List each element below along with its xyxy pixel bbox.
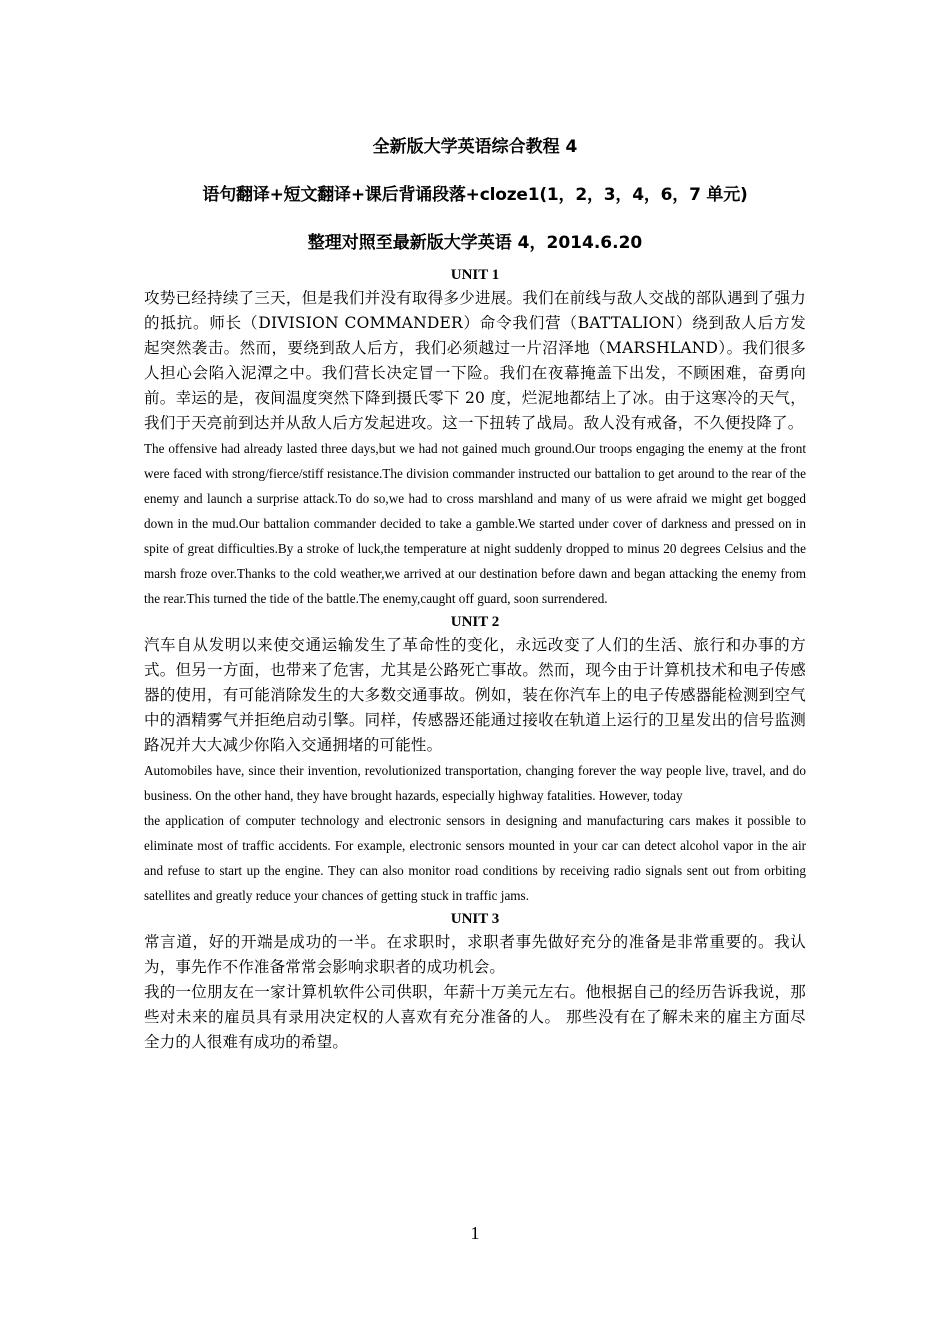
unit-1-section bbox=[144, 264, 806, 611]
unit-2-heading: UNIT 2 bbox=[450, 614, 500, 630]
document-subtitle: 语句翻译+短文翻译+课后背诵段落+cloze1(1，2，3，4，6，7 单元) bbox=[202, 185, 748, 205]
unit-3-section bbox=[144, 908, 806, 1055]
unit-2-english-paragraph-part1: Automobiles have, since their invention, revolutionized transportation, changing forever the way people live, travel, and do business. On the other hand, they have brought hazards, especially highway fatalities. However, today bbox=[144, 763, 806, 803]
unit-3-chinese-paragraph-1: 常言道，好的开端是成功的一半。在求职时，求职者事先做好充分的准备是非常重要的。我认为，事先作不作准备常常会影响求职者的成功机会。 bbox=[144, 933, 806, 976]
unit-3-chinese-paragraph-2: 我的一位朋友在一家计算机软件公司供职，年薪十万美元左右。他根据自己的经历告诉我说，那些对未来的雇员具有录用决定权的人喜欢有充分准备的人。 那些没有在了解未来的雇主方面尽全力的人很难有成功的希望。 bbox=[144, 983, 806, 1051]
page-content bbox=[144, 136, 806, 1055]
unit-3-heading: UNIT 3 bbox=[450, 911, 500, 927]
unit-2-english-paragraph-part2: the application of computer technology and electronic sensors in designing and manufacturing cars makes it possible to eliminate most of traffic accidents. For example, electronic sensors mounted in your car can detect alcohol vapor in the air and refuse to start up the engine. They can also monitor road conditions by receiving radio signals sent out from orbiting satellites and greatly reduce your chances of getting stuck in traffic jams. bbox=[144, 813, 806, 903]
page-number: 1 bbox=[470, 1223, 480, 1243]
unit-1-heading: UNIT 1 bbox=[450, 267, 500, 283]
unit-1-chinese-paragraph: 攻势已经持续了三天，但是我们并没有取得多少进展。我们在前线与敌人交战的部队遇到了强力的抵抗。师长（DIVISION COMMANDER）命令我们营（BATTALION）绕到敌人后方发起突然袭击。然而，要绕到敌人后方，我们必须越过一片沼泽地（MARSHLAND）。我们很多人担心会陷入泥潭之中。我们营长决定冒一下险。我们在夜幕掩盖下出发，不顾困难，奋勇向前。幸运的是，夜间温度突然下降到摄氏零下 20 度，烂泥地都结上了冰。由于这寒冷的天气，我们于天亮前到达并从敌人后方发起进攻。这一下扭转了战局。敌人没有戒备，不久便投降了。 bbox=[144, 289, 806, 432]
unit-1-english-paragraph: The offensive had already lasted three days,but we had not gained much ground.Our troops engaging the enemy at the front were faced with strong/fierce/stiff resistance.The division commander instructed our battalion to get around to the rear of the enemy and launch a surprise attack.To do so,we had to cross marshland and many of us were afraid we might get bogged down in the mud.Our battalion commander decided to take a gamble.We started under cover of darkness and pressed on in spite of great difficulties.By a stroke of luck,the temperature at night suddenly dropped to minus 20 degrees Celsius and the marsh froze over.Thanks to the cold weather,we arrived at our destination before dawn and began attacking the enemy from the rear.This turned the tide of the battle.The enemy,caught off guard, soon surrendered. bbox=[144, 441, 806, 606]
unit-2-chinese-paragraph: 汽车自从发明以来使交通运输发生了革命性的变化，永远改变了人们的生活、旅行和办事的方式。但另一方面，也带来了危害，尤其是公路死亡事故。然而，现今由于计算机技术和电子传感器的使用，有可能消除发生的大多数交通事故。例如，装在你汽车上的电子传感器能检测到空气中的酒精雾气并拒绝启动引擎。同样，传感器还能通过接收在轨道上运行的卫星发出的信号监测路况并大大减少你陷入交通拥堵的可能性。 bbox=[144, 636, 806, 754]
document-date-line: 整理对照至最新版大学英语 4，2014.6.20 bbox=[307, 233, 643, 253]
unit-2-section bbox=[144, 611, 806, 908]
document-title: 全新版大学英语综合教程 4 bbox=[372, 137, 578, 157]
